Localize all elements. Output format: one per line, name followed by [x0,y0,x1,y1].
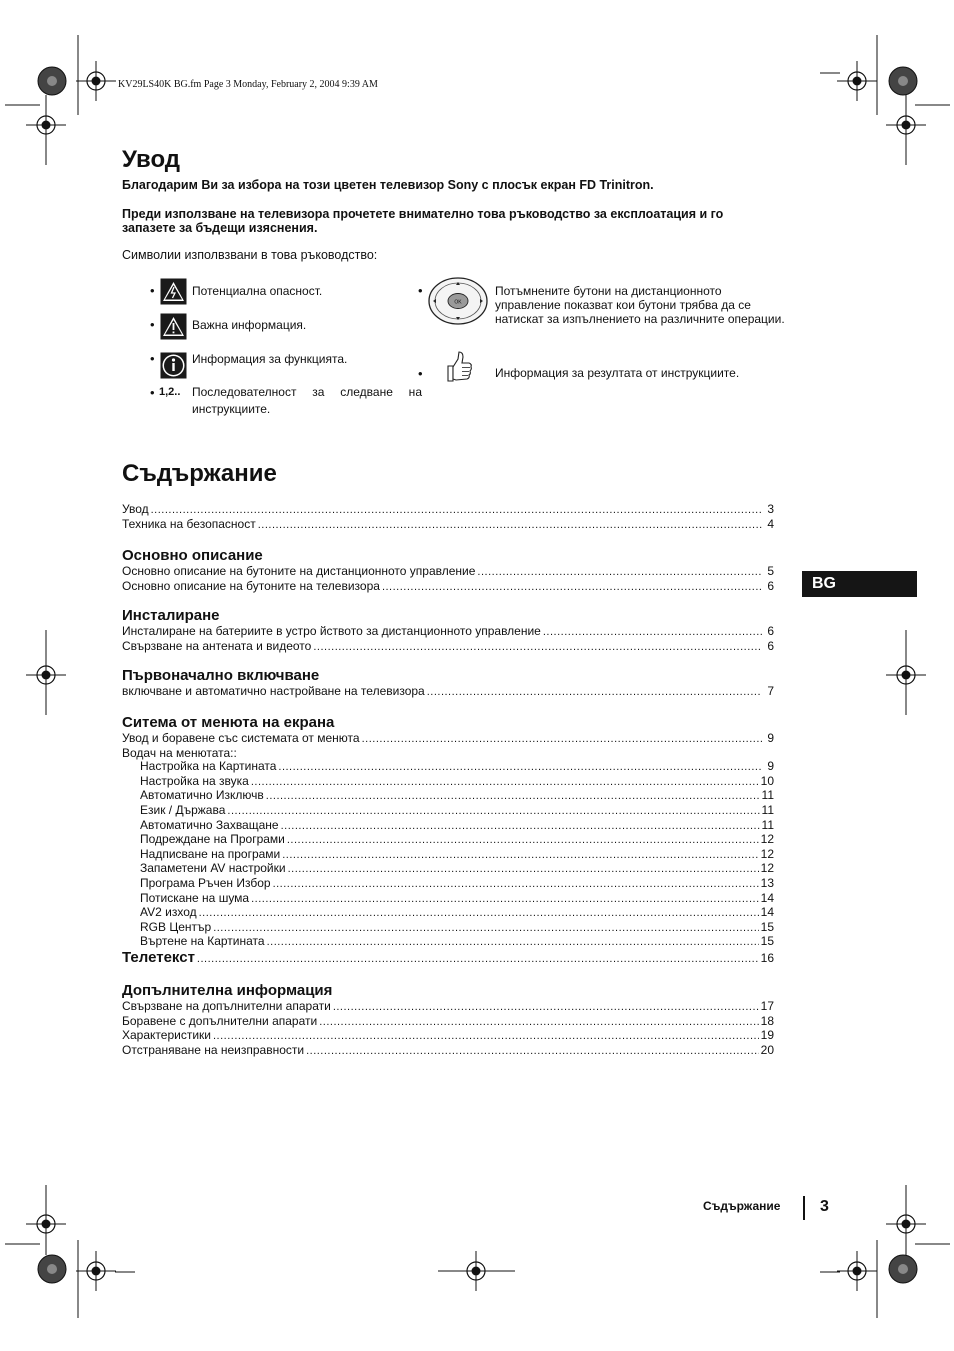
crosshair-icon [837,61,877,101]
toc-section-title[interactable]: Инсталиране [122,607,220,624]
toc-entry[interactable]: Свързване на допълнителни апарати ..... 17 [122,1000,774,1015]
toc-section-teletext [122,949,774,967]
toc-section-title[interactable]: Телетекст [122,949,195,966]
toc-entry[interactable]: Инсталиране на батериите в устро йството за дистанционното управление ..... 6 [122,625,774,640]
crosshair-icon [886,655,926,695]
symbol-danger-text: Потенциална опасност. [192,284,323,298]
crosshair-icon [886,105,926,145]
language-tab: BG [802,571,917,597]
crosshair-icon [26,1204,66,1244]
page-number: 3 [820,1198,829,1215]
toc-section-menus [122,714,774,950]
lightning-warning-icon [160,278,187,305]
thumbs-up-icon [444,350,474,384]
toc-entry[interactable]: Език / Държава ..... 11 [122,804,774,819]
toc-entry[interactable]: AV2 изход ..... 14 [122,906,774,921]
star-target-icon [38,1255,66,1283]
toc-entry[interactable]: Автоматично Изключв ..... 11 [122,789,774,804]
symbol-remote-text-line3: натискат за изпълнението на различните операции. [495,312,785,326]
symbol-remote-text-line1: Потъмнените бутони на дистанционното [495,284,722,298]
toc-group-top [122,503,774,532]
toc-entry[interactable]: включване и автоматично настройване на телевизора ..... 7 [122,685,774,700]
toc-section-additional [122,982,774,1058]
toc-entry[interactable]: Настройка на Картината ..... 9 [122,760,774,775]
toc-entry[interactable]: Въртене на Картината ..... 15 [122,935,774,950]
star-target-icon [889,1255,917,1283]
toc-section-title[interactable]: Ситема от менюта на екрана [122,714,335,731]
toc-entry[interactable]: Запаметени AV настройки ..... 12 [122,862,774,877]
toc-entry[interactable]: Характеристики ..... 19 [122,1029,774,1044]
bullet: • [150,351,155,366]
toc-entry[interactable]: Основно описание на бутоните на дистанционното управление ..... 5 [122,565,774,580]
crosshair-icon [886,1204,926,1244]
toc-entry[interactable]: Настройка на звука ..... 10 [122,775,774,790]
star-target-icon [38,67,66,95]
symbol-sequence-text-line2: инструкциите. [192,402,271,416]
toc-entry[interactable]: Основно описание на бутоните на телевизора ..... 6 [122,580,774,595]
toc-entry[interactable]: Техника на безопасност ..... 4 [122,518,774,533]
toc-entry[interactable]: Подреждане на Програми ..... 12 [122,833,774,848]
toc-entry[interactable]: Потискане на шума ..... 14 [122,892,774,907]
intro-read-first-line1: Преди използване на телевизора прочетете внимателно това ръководство за експлоатация и го [122,207,724,221]
bullet: • [150,385,155,400]
crosshair-icon [76,61,116,101]
toc-subheading: Водач на менютата:: [122,745,237,760]
toc-entry[interactable]: Телетекст ..... 16 [122,949,774,967]
info-icon [160,352,187,379]
symbols-heading: Символии изполвзвани в това ръководство: [122,248,378,262]
bullet: • [418,366,423,381]
toc-section-title[interactable]: Основно описание [122,547,263,564]
symbol-function-info-text: Информация за функцията. [192,352,348,366]
intro-read-first-line2: запазете за бъдещи изяснения. [122,221,318,235]
crosshair-icon [456,1251,496,1291]
toc-section-first-power-on [122,667,774,700]
toc-section-basic [122,547,774,594]
bullet: • [418,283,423,298]
symbol-important-text: Важна информация. [192,318,307,332]
toc-entry[interactable]: Увод и боравене със системата от менюта ..... 9 [122,732,774,747]
toc-entry[interactable]: Надписване на програми ..... 12 [122,848,774,863]
symbol-sequence-text-line1: Последователност за следване на [192,385,422,399]
crosshair-icon [76,1251,116,1291]
footer-section-label: Съдържание [703,1199,781,1213]
intro-title: Увод [122,146,181,173]
toc-section-title[interactable]: Първоначално включване [122,667,320,684]
warning-triangle-icon [160,313,187,340]
toc-entry[interactable]: Свързване на антената и видеото ..... 6 [122,640,774,655]
remote-dpad-icon [427,276,489,326]
toc-entry[interactable]: Програмa Ръчен Избор ..... 13 [122,877,774,892]
toc-entry[interactable]: Автоматично Захващане ..... 11 [122,819,774,834]
bullet: • [150,317,155,332]
contents-title: Съдържание [122,460,277,487]
toc-entry[interactable]: Боравене с допълнителни апарати ..... 18 [122,1015,774,1030]
crosshair-icon [26,655,66,695]
sequence-marker: 1,2.. [159,386,181,398]
toc-entry[interactable]: Отстраняване на неизправности ..... 20 [122,1044,774,1059]
footer-divider [803,1196,805,1220]
crosshair-icon [26,105,66,145]
intro-thanks: Благодарим Ви за избора на този цветен телевизор Sony с плосък екран FD Trinitron. [122,178,654,192]
toc-entry[interactable]: Увод ..... 3 [122,503,774,518]
toc-entry[interactable]: RGB Център ..... 15 [122,921,774,936]
bullet: • [150,283,155,298]
star-target-icon [889,67,917,95]
symbol-remote-text-line2: управление показват кои бутони трябва да се [495,298,751,312]
crosshair-icon [837,1251,877,1291]
toc-section-title[interactable]: Допълнителна информация [122,982,333,999]
symbol-result-text: Информация за резултата от инструкциите. [495,366,740,380]
toc-section-install [122,607,774,654]
ok-label: OK [454,299,462,306]
file-header: KV29LS40K BG.fm Page 3 Monday, February 2, 2004 9:39 AM [118,79,378,90]
